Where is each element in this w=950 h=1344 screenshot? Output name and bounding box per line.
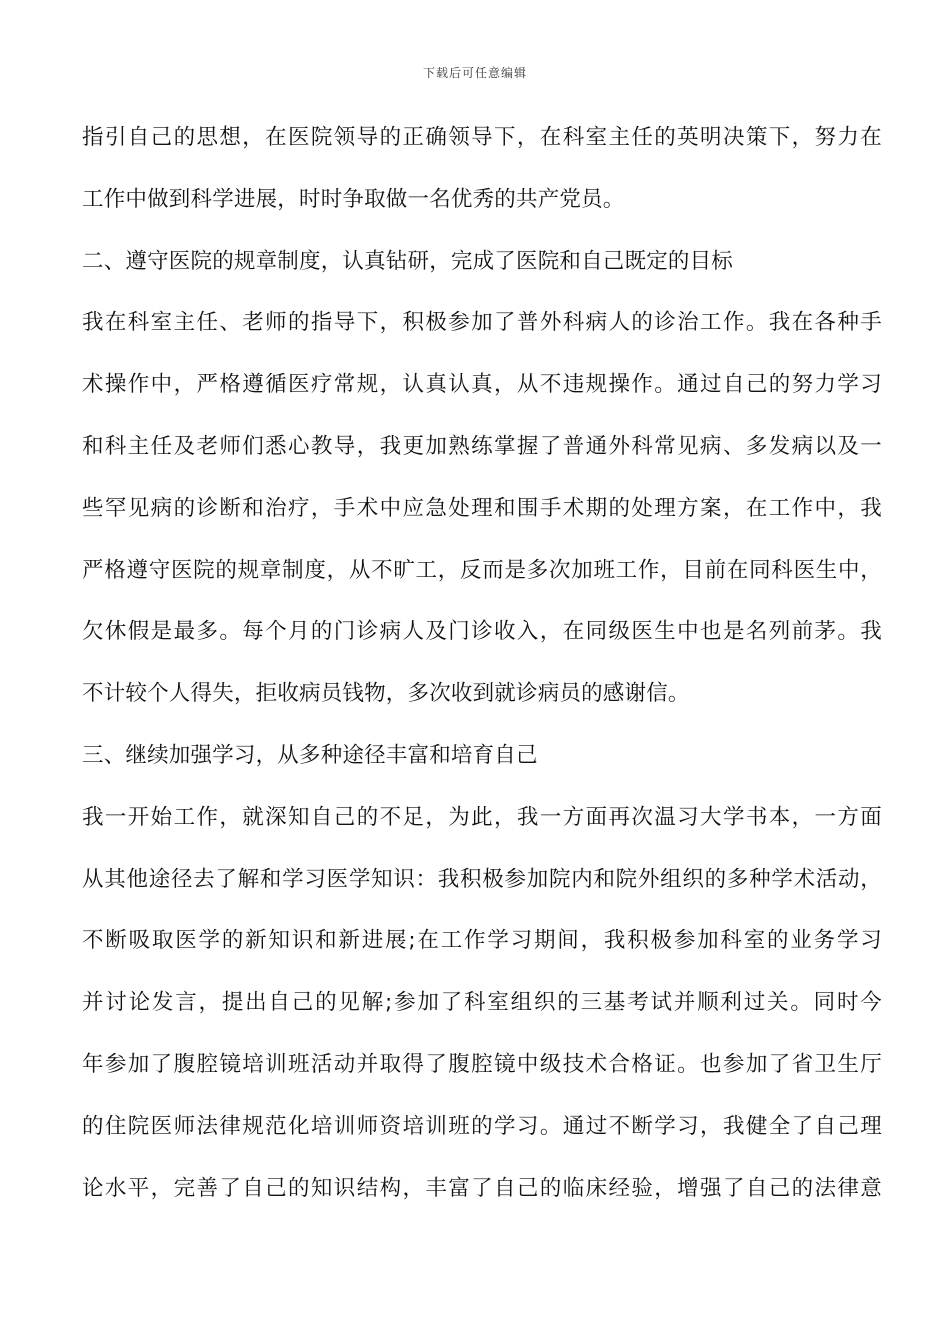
text-line: 严格遵守医院的规章制度，从不旷工，反而是多次加班工作，目前在同科医生中， <box>82 557 882 583</box>
text-line: 我在科室主任、老师的指导下，积极参加了普外科病人的诊治工作。我在各种手 <box>82 310 882 336</box>
text-line: 欠休假是最多。每个月的门诊病人及门诊收入，在同级医生中也是名列前茅。我 <box>82 619 882 645</box>
header-note: 下载后可任意编辑 <box>422 66 527 80</box>
text-line: 和科主任及老师们悉心教导，我更加熟练掌握了普通外科常见病、多发病以及一 <box>82 433 882 459</box>
text-line: 从其他途径去了解和学习医学知识：我积极参加院内和院外组织的多种学术活动， <box>82 866 882 892</box>
text-line: 三、继续加强学习，从多种途径丰富和培育自己 <box>82 742 538 768</box>
text-line: 年参加了腹腔镜培训班活动并取得了腹腔镜中级技术合格证。也参加了省卫生厅 <box>82 1051 882 1077</box>
text-line: 论水平，完善了自己的知识结构，丰富了自己的临床经验，增强了自己的法律意 <box>82 1175 882 1201</box>
text-line: 些罕见病的诊断和治疗，手术中应急处理和围手术期的处理方案，在工作中，我 <box>82 495 882 521</box>
body-text <box>82 116 882 1228</box>
text-line: 不计较个人得失，拒收病员钱物，多次收到就诊病员的感谢信。 <box>82 681 690 707</box>
text-line: 不断吸取医学的新知识和新进展;在工作学习期间，我积极参加科室的业务学习 <box>82 928 882 954</box>
text-line: 术操作中，严格遵循医疗常规，认真认真，从不违规操作。通过自己的努力学习 <box>82 372 882 398</box>
text-line: 工作中做到科学进展，时时争取做一名优秀的共产党员。 <box>82 186 625 212</box>
text-line: 并讨论发言，提出自己的见解;参加了科室组织的三基考试并顺利过关。同时今 <box>82 990 882 1016</box>
text-line: 指引自己的思想，在医院领导的正确领导下，在科室主任的英明决策下，努力在 <box>82 125 882 150</box>
text-line: 我一开始工作，就深知自己的不足，为此，我一方面再次温习大学书本，一方面 <box>82 804 882 830</box>
text-line: 二、遵守医院的规章制度，认真钻研，完成了医院和自己既定的目标 <box>82 248 734 274</box>
text-line: 的住院医师法律规范化培训师资培训班的学习。通过不断学习，我健全了自己理 <box>82 1113 882 1139</box>
